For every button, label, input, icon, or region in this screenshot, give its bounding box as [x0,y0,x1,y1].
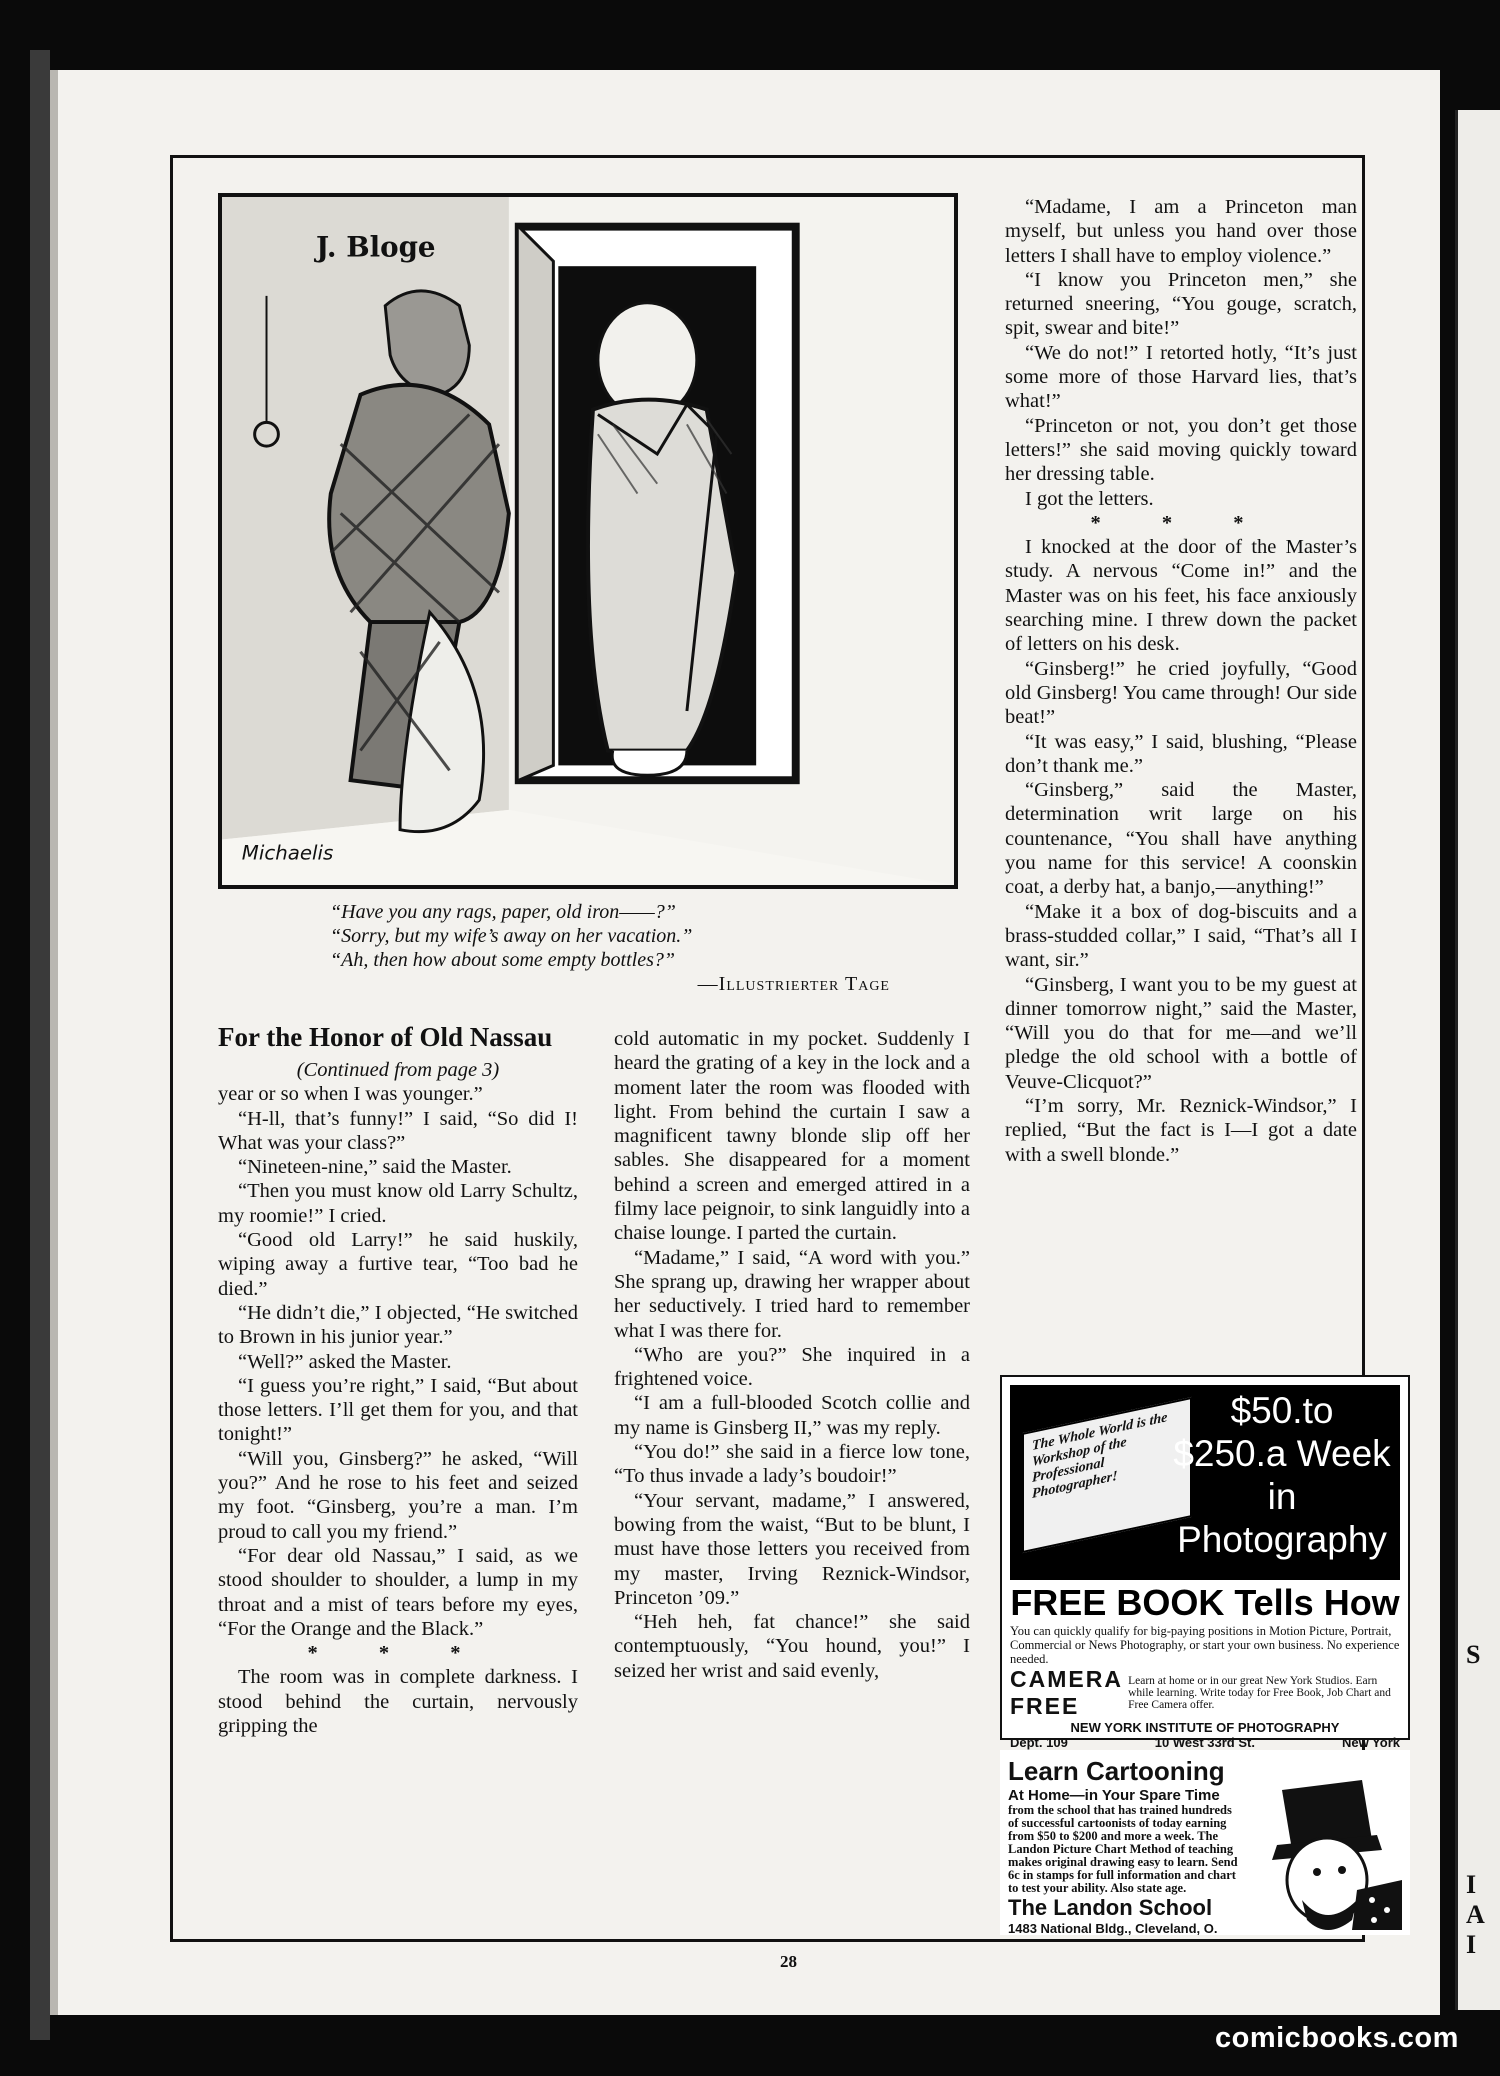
ad-headline: Learn Cartooning [1008,1756,1225,1786]
uncle-sam-drawing [1262,1780,1402,1930]
paragraph: The room was in complete darkness. I stood behind the curtain, nervously gripping the [218,1666,578,1738]
paragraph: cold automatic in my pocket. Suddenly I heard the grating of a key in the lock and a moment later the room was flooded with light. From behind the curtain I saw a magnificent tawny blonde slip off her sables. She disappeared for a moment behind a screen and emerged attired in a filmy lace peignoir, to sink languidly into a chaise lounge. I parted the curtain. [614,1028,970,1245]
paragraph: “I am a full-blooded Scotch collie and my name is Ginsberg II,” was my reply. [614,1392,970,1439]
artist-signature: Michaelis [241,841,334,865]
photography-ad [1000,1375,1410,1750]
institute-address: Dept. 109 10 West 33rd St. New York [1010,1735,1400,1750]
paragraph: I got the letters. [1025,487,1154,510]
article-column-3 [1005,195,1357,1167]
ad-hero [1010,1385,1400,1580]
section-break: * * * [307,1642,489,1665]
continued-note: (Continued from page 3) [296,1059,500,1081]
watermark: comicbooks.com [1215,2022,1459,2054]
paragraph: “Nineteen-nine,” said the Master. [238,1156,512,1179]
school-name: The Landon School [1008,1895,1213,1920]
paragraph: “Heh heh, fat chance!” she said contemptuously, “You hound, you!” I seized her wrist and said evenly, [614,1611,970,1682]
paragraph: “Madame,” I said, “A word with you.” She sprang up, drawing her wrapper about her seductively. I tried hard to remember what I was there for. [614,1246,970,1342]
cartooning-ad [1000,1750,1410,1935]
institute-name: NEW YORK INSTITUTE OF PHOTOGRAPHY [1070,1720,1340,1735]
paragraph: “Will you, Ginsberg?” he asked, “Will you?” And he rose to his feet and seized my foot. “Ginsberg, you’re a man. I’m proud to call you my friend.” [218,1447,578,1543]
camera-note: Learn at home or in our great New York Studios. Earn while learning. Write today for Free Book, Job Chart and Free Camera offer. [1128,1675,1391,1711]
caption-line: “Have you any rags, paper, old iron——?” [330,901,676,923]
page-spine-edge [30,50,50,2040]
article-title: For the Honor of Old Nassau [218,1022,553,1052]
paragraph: “I know you Princeton men,” she returned sneering, “You gouge, scratch, spit, swear and bite!” [1005,268,1357,340]
school-address: 1483 National Bldg., Cleveland, O. [1008,1921,1218,1936]
paragraph: “Good old Larry!” he said huskily, wiping away a furtive tear, “Too bad he died.” [218,1229,578,1300]
adjacent-page-edge: S I A I [1455,110,1500,2010]
paragraph: “Ginsberg,” said the Master, determination writ large on his countenance, “You shall have anything you name for this service! A coonskin coat, a derby hat, a banjo,—anything!” [1005,779,1357,899]
paragraph: “We do not!” I retorted hotly, “It’s just some more of those Harvard lies, that’s what!” [1005,341,1357,413]
paragraph: “Then you must know old Larry Schultz, my roomie!” I cried. [218,1180,578,1227]
paragraph: “Make it a box of dog-biscuits and a brass-studded collar,” I said, “That’s all I want, sir.” [1005,900,1357,972]
ad-body-text: You can quickly qualify for big-paying positions in Motion Picture, Portrait, Commercial or News Photography, or start your own business. No experience needed. [1010,1624,1400,1666]
paragraph: year or so when I was younger.” [218,1083,483,1106]
paragraph: “You do!” she said in a fierce low tone, “To thus invade a lady’s boudoir!” [614,1441,970,1488]
ad-body-text: from the school that has trained hundreds of successful cartoonists of today earning from $50 to $200 and more a week. The Landon Picture Chart Method of teaching makes original drawing easy to learn. Send 6c in stamps for full information and chart to test your ability. Also state age. [1008,1803,1238,1895]
paragraph: “It was easy,” I said, blushing, “Please don’t thank me.” [1005,730,1357,777]
cartoon-drawing [222,197,954,885]
book-image: The Whole World is the Workshop of the Professional Photographer! [1022,1397,1192,1553]
paragraph: I knocked at the door of the Master’s study. A nervous “Come in!” and the Master was on his feet, his face anxiously searching mine. I threw down the packet of letters on his desk. [1005,536,1357,656]
paragraph: “For dear old Nassau,” I said, as we stood shoulder to shoulder, a lump in my throat and a mist of tears before my eyes, “For the Orange and the Black.” [218,1544,578,1640]
paragraph: “Your servant, madame,” I answered, bowing from the waist, “But to be blunt, I must have those letters you received from my master, Irving Reznick-Windsor, Princeton ’09.” [614,1489,970,1609]
door-name-plate: J. Bloge [315,230,436,264]
paragraph: “Ginsberg, I want you to be my guest at dinner tomorrow night,” said the Master, “Will you do that for me—and we’ll pledge the old school with a bottle of Veuve-Clicquot?” [1005,973,1357,1093]
cartoon-illustration [218,193,958,889]
article-column-2 [614,1027,970,1683]
paragraph: “I guess you’re right,” I said, “But about those letters. I’ll get them for you, and that tonight!” [218,1374,578,1446]
caption-credit: —Illustrierter Tage [697,973,890,995]
paragraph: “H-ll, that’s funny!” I said, “So did I! What was your class?” [218,1107,578,1154]
paragraph: “Ginsberg!” he cried joyfully, “Good old Ginsberg! You came through! Our side beat!” [1005,657,1357,729]
paragraph: “I’m sorry, Mr. Reznick-Windsor,” I replied, “But the fact is I—I got a date with a swell blonde.” [1005,1094,1357,1166]
page-number: 28 [780,1952,797,1971]
price-headline: $50.to $250.a Week in Photography [1173,1390,1391,1560]
paragraph: “Madame, I am a Princeton man myself, but unless you hand over those letters I shall have to employ violence.” [1005,196,1357,267]
caption-line: “Ah, then how about some empty bottles?” [330,949,675,971]
paragraph: “Princeton or not, you don’t get those letters!” she said moving quickly toward her dressing table. [1005,414,1357,486]
camera-free-label: CAMERA FREE [1010,1666,1123,1719]
caption-line: “Sorry, but my wife’s away on her vacation.” [330,925,693,947]
paragraph: “He didn’t die,” I objected, “He switched to Brown in his junior year.” [218,1301,578,1349]
paragraph: “Well?” asked the Master. [238,1350,452,1373]
cartoon-caption [330,900,890,996]
section-break: * * * [1090,511,1272,534]
free-book-headline: FREE BOOK Tells How [1010,1582,1400,1623]
paragraph: “Who are you?” She inquired in a frightened voice. [614,1343,970,1391]
article-column-1 [218,1020,578,1738]
ad-subhead: At Home—in Your Spare Time [1008,1787,1220,1804]
